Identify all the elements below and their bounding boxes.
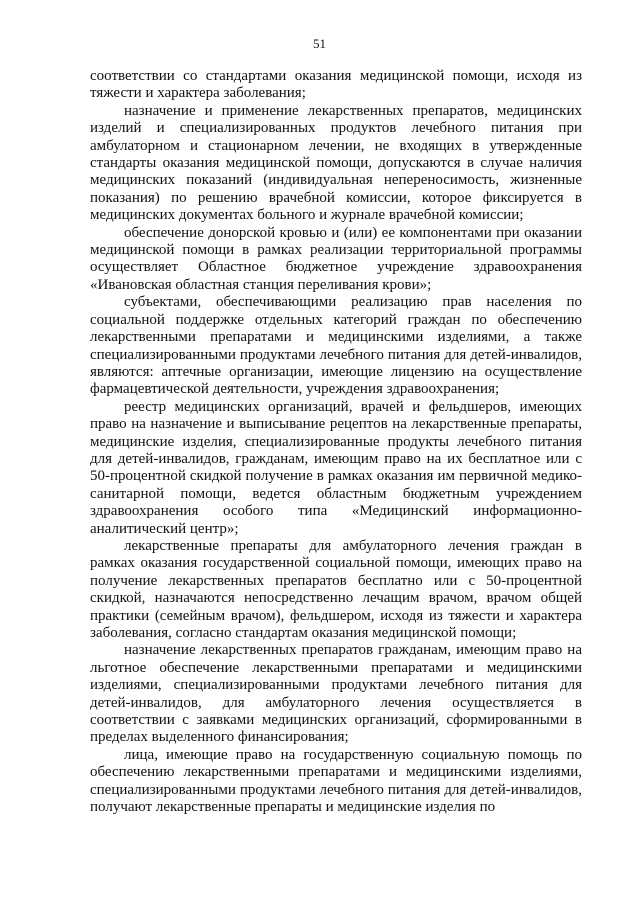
paragraph: назначение лекарственных препаратов гражданам, имеющим право на льготное обеспечение лекарственными препаратами и медицинскими изделиями, специализированными продуктами лечебного питания для детей-инвалидов, для амбулаторного лечения осуществляется в соответствии с заявками медицинских организаций, сформированными в пределах выделенного финансирования; — [90, 642, 582, 746]
paragraph: назначение и применение лекарственных препаратов, медицинских изделий и специализированных продуктов лечебного питания при амбулаторном и стационарном лечении, не входящих в утвержденные стандарты оказания медицинской помощи, допускаются в случае наличия медицинских показаний (индивидуальная непереносимость, жизненные показания) по решению врачебной комиссии, которое фиксируется в медицинских документах больного и журнале врачебной комиссии; — [90, 102, 582, 224]
paragraph: лекарственные препараты для амбулаторного лечения граждан в рамках оказания государственной социальной помощи, имеющих право на получение лекарственных препаратов бесплатно или с 50-процентной скидкой, назначаются непосредственно лечащим врачом, врачом общей практики (семейным врачом), фельдшером, исходя из тяжести и характера заболевания, согласно стандартам оказания медицинской помощи; — [90, 537, 582, 641]
paragraph: лица, имеющие право на государственную социальную помощь по обеспечению лекарственными препаратами и медицинскими изделиями, специализированными продуктами лечебного питания для детей-инвалидов, получают лекарственные препараты и медицинские изделия по — [90, 746, 582, 816]
paragraph: субъектами, обеспечивающими реализацию прав населения по социальной поддержке отдельных категорий граждан по обеспечению лекарственными препаратами и медицинскими изделиями, а также специализированными продуктами лечебного питания для детей-инвалидов, являются: аптечные организации, имеющие лицензию на осуществление фармацевтической деятельности, учреждения здравоохранения; — [90, 294, 582, 398]
paragraph: обеспечение донорской кровью и (или) ее компонентами при оказании медицинской помощи в рамках реализации территориальной программы осуществляет Областное бюджетное учреждение здравоохранения «Ивановская областная станция переливания крови»; — [90, 224, 582, 293]
page-number: 51 — [313, 36, 326, 51]
paragraph-continuation: соответствии со стандартами оказания медицинской помощи, исходя из тяжести и характера заболевания; — [90, 68, 582, 102]
paragraph: реестр медицинских организаций, врачей и фельдшеров, имеющих право на назначение и выписывание рецептов на лекарственные препараты, медицинские изделия, специализированные продукты лечебного питания для детей-инвалидов, гражданам, имеющим право на их бесплатное или с 50-процентной скидкой получение в рамках оказания им первичной медико-санитарной помощи, ведется областным бюджетным учреждением здравоохранения особого типа «Медицинский информационно-аналитический центр»; — [90, 398, 582, 537]
document-body — [90, 68, 582, 816]
